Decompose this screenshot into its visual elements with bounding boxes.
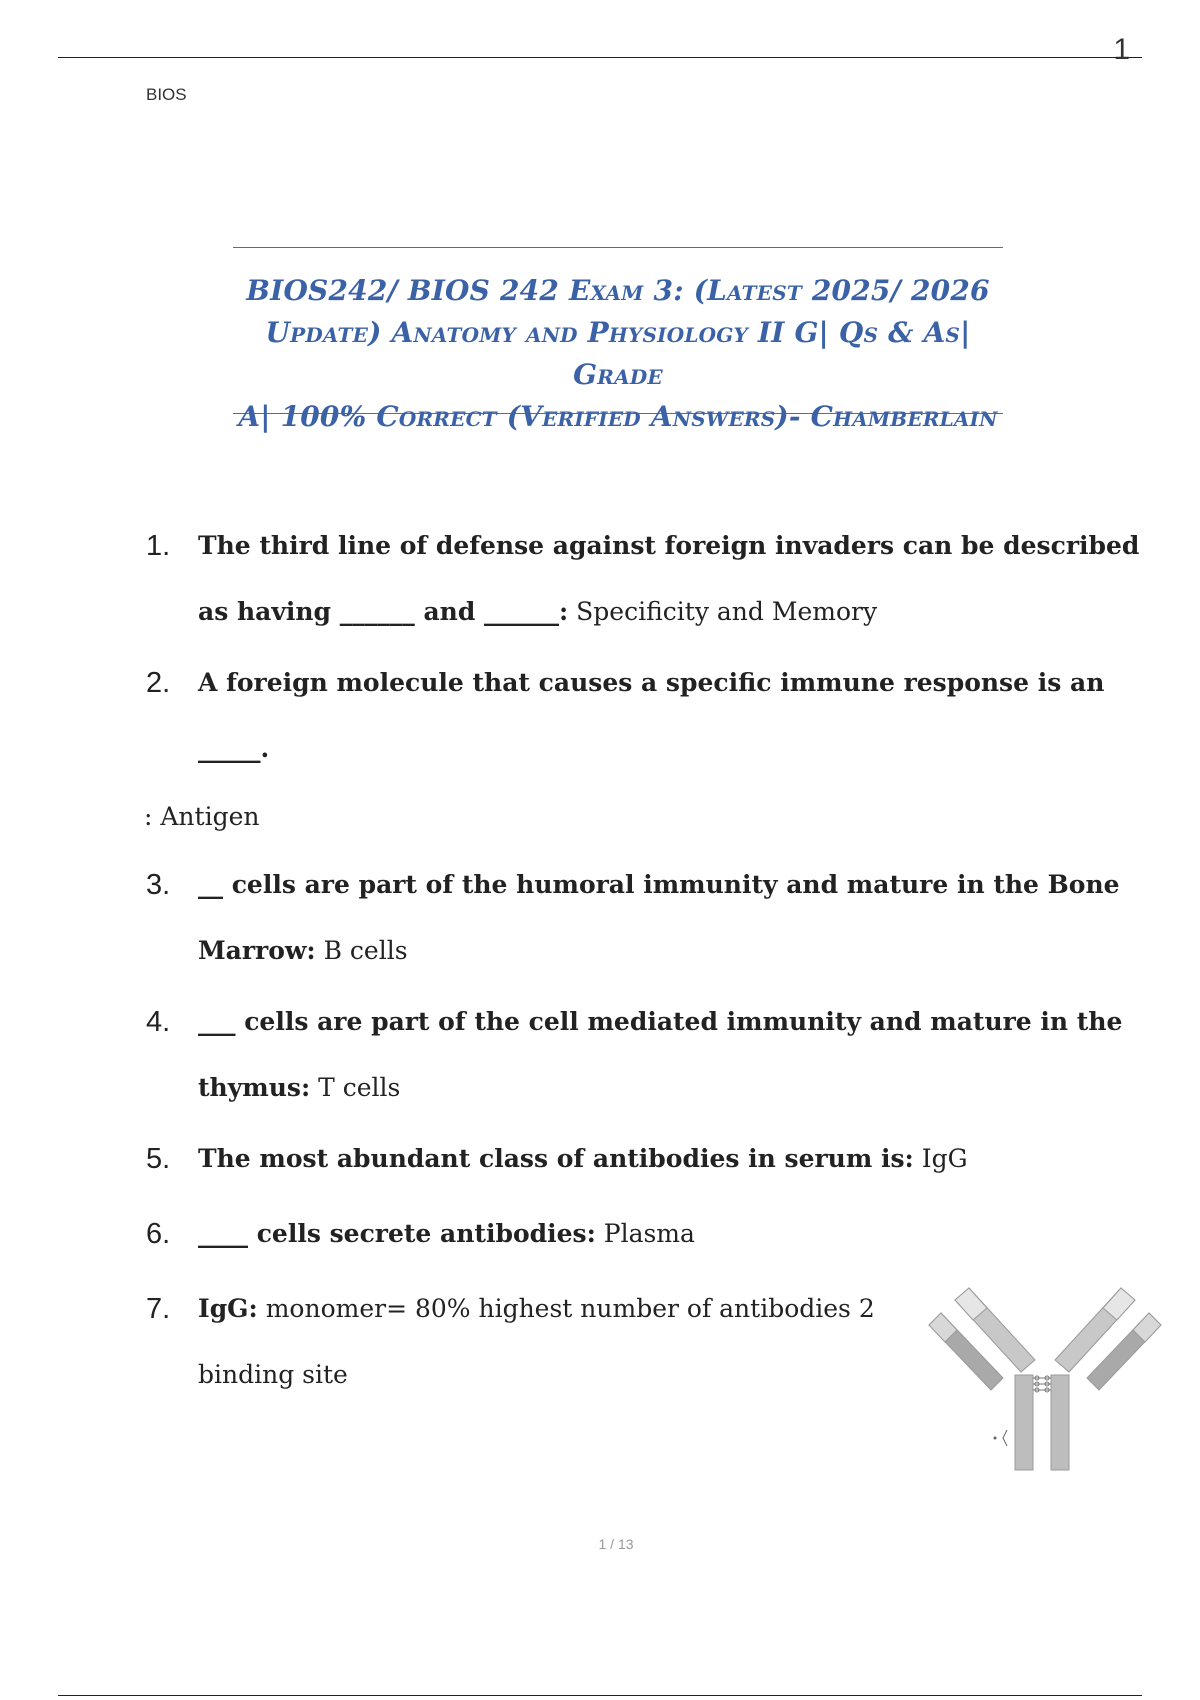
title-line-1: BIOS242/ BIOS 242 Exam 3: (Latest 2025/ 2026 xyxy=(246,274,990,307)
answer-text: monomer= 80% highest number of antibodies 2 xyxy=(257,1294,875,1323)
question-number: 6. xyxy=(146,1218,171,1250)
question-text-continued: binding site xyxy=(198,1360,348,1389)
title-line-2: Update) Anatomy and Physiology II G| Qs & As| Grade xyxy=(265,316,971,391)
page-number: 1 xyxy=(1113,33,1130,66)
question-prompt: as having ______ and ______: xyxy=(198,597,569,626)
question-text: ___ cells are part of the cell mediated immunity and mature in the xyxy=(198,1007,1123,1036)
question-prompt: IgG: xyxy=(198,1294,258,1323)
question-number: 5. xyxy=(146,1143,171,1175)
question-text xyxy=(198,1218,695,1250)
question-number: 4. xyxy=(146,1006,171,1038)
title-line-3: A| 100% Correct (Verified Answers)- Chamberlain xyxy=(238,400,998,433)
question-number: 3. xyxy=(146,869,171,901)
question-text-continued xyxy=(198,1072,400,1104)
question-text xyxy=(198,1293,875,1325)
footer-rule xyxy=(58,1695,1142,1696)
question-number: 1. xyxy=(146,530,171,562)
question-text: __ cells are part of the humoral immunity and mature in the Bone xyxy=(198,870,1120,899)
question-prompt: The most abundant class of antibodies in serum is: xyxy=(198,1144,914,1173)
question-blank: _____. xyxy=(198,734,270,763)
header-label: BIOS xyxy=(146,85,187,104)
question-number: 7. xyxy=(146,1293,171,1325)
answer-text: T cells xyxy=(310,1073,401,1102)
answer-text: IgG xyxy=(913,1144,968,1173)
question-text-continued xyxy=(198,596,877,628)
header-rule xyxy=(58,57,1142,58)
answer-text: Specificity and Memory xyxy=(568,597,878,626)
answer-text: B cells xyxy=(315,936,408,965)
antibody-diagram xyxy=(925,1280,1165,1475)
question-prompt: thymus: xyxy=(198,1073,311,1102)
page-indicator: 1 / 13 xyxy=(598,1536,634,1552)
question-text-continued xyxy=(198,935,408,967)
question-prompt: ____ cells secrete antibodies: xyxy=(198,1219,596,1248)
question-prompt: Marrow: xyxy=(198,936,316,965)
answer-text: : Antigen xyxy=(144,802,260,831)
question-text xyxy=(198,1143,968,1175)
question-text: A foreign molecule that causes a specific immune response is an xyxy=(198,668,1105,697)
answer-text: Plasma xyxy=(595,1219,695,1248)
question-number: 2. xyxy=(146,667,171,699)
document-title xyxy=(233,247,1003,433)
question-text: The third line of defense against foreign invaders can be described xyxy=(198,531,1140,560)
